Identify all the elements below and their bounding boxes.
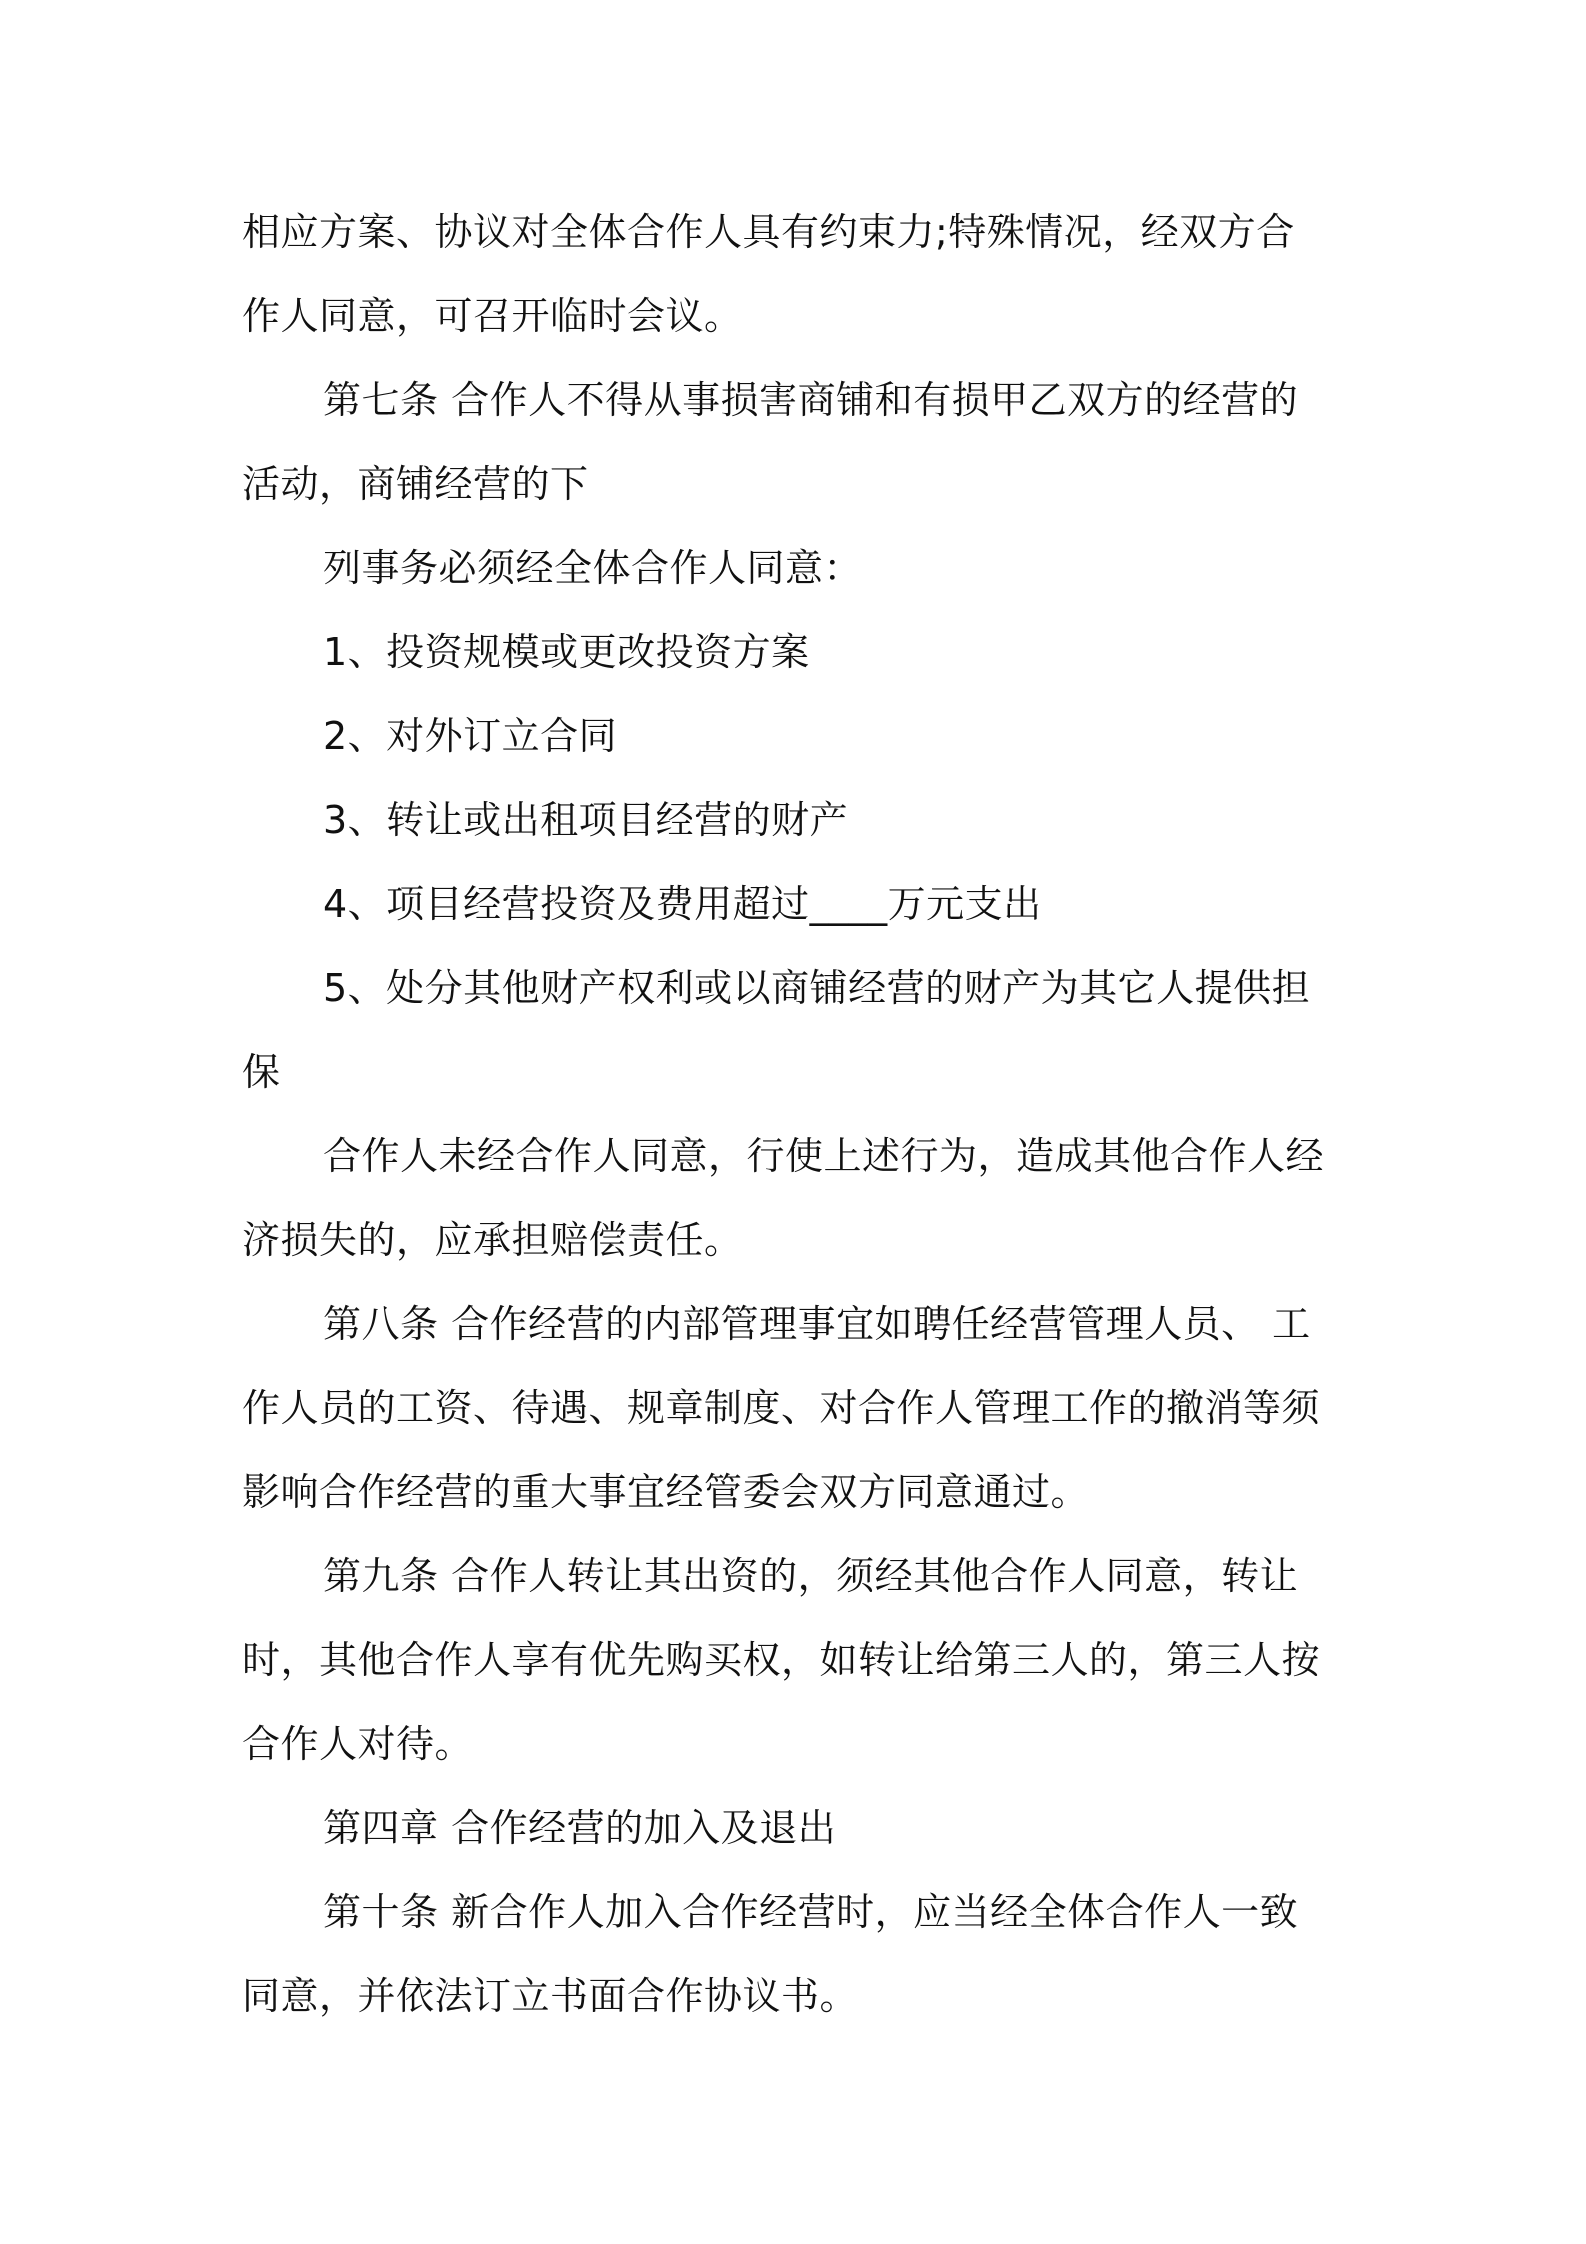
article-7-line-2: 活动，商铺经营的下 [242,462,589,506]
article-9-line-3: 合作人对待。 [242,1722,474,1766]
article-8-line-2: 作人员的工资、待遇、规章制度、对合作人管理工作的撤消等须 [242,1386,1321,1430]
article-10-line-1: 第十条 新合作人加入合作经营时，应当经全体合作人一致 [323,1890,1299,1934]
article-9-line-2: 时，其他合作人享有优先购买权，如转让给第三人的，第三人按 [242,1638,1321,1682]
article-7-line-1: 第七条 合作人不得从事损害商铺和有损甲乙双方的经营的 [323,378,1299,422]
article-7-line-3: 列事务必须经全体合作人同意： [323,546,863,590]
article-8-line-1: 第八条 合作经营的内部管理事宜如聘任经营管理人员、 工 [323,1302,1311,1346]
list-item-5-line-1: 5、处分其他财产权利或以商铺经营的财产为其它人提供担 [323,966,1311,1010]
list-item-5-line-2: 保 [242,1050,281,1094]
article-8-line-3: 影响合作经营的重大事宜经管委会双方同意通过。 [242,1470,1090,1514]
article-9-line-1: 第九条 合作人转让其出资的，须经其他合作人同意，转让 [323,1554,1299,1598]
chapter-4-heading: 第四章 合作经营的加入及退出 [323,1806,837,1850]
liability-line-1: 合作人未经合作人同意，行使上述行为，造成其他合作人经 [323,1134,1325,1178]
list-item-1: 1、投资规模或更改投资方案 [323,630,810,674]
list-item-3: 3、转让或出租项目经营的财产 [323,798,849,842]
text-line-1: 相应方案、协议对全体合作人具有约束力;特殊情况，经双方合 [242,210,1295,254]
list-item-2: 2、对外订立合同 [323,714,618,758]
text-line-2: 作人同意，可召开临时会议。 [242,294,743,338]
liability-line-2: 济损失的，应承担赔偿责任。 [242,1218,743,1262]
list-item-4: 4、项目经营投资及费用超过____万元支出 [323,882,1042,926]
document-body [242,190,1354,2038]
article-10-line-2: 同意，并依法订立书面合作协议书。 [242,1974,859,2018]
